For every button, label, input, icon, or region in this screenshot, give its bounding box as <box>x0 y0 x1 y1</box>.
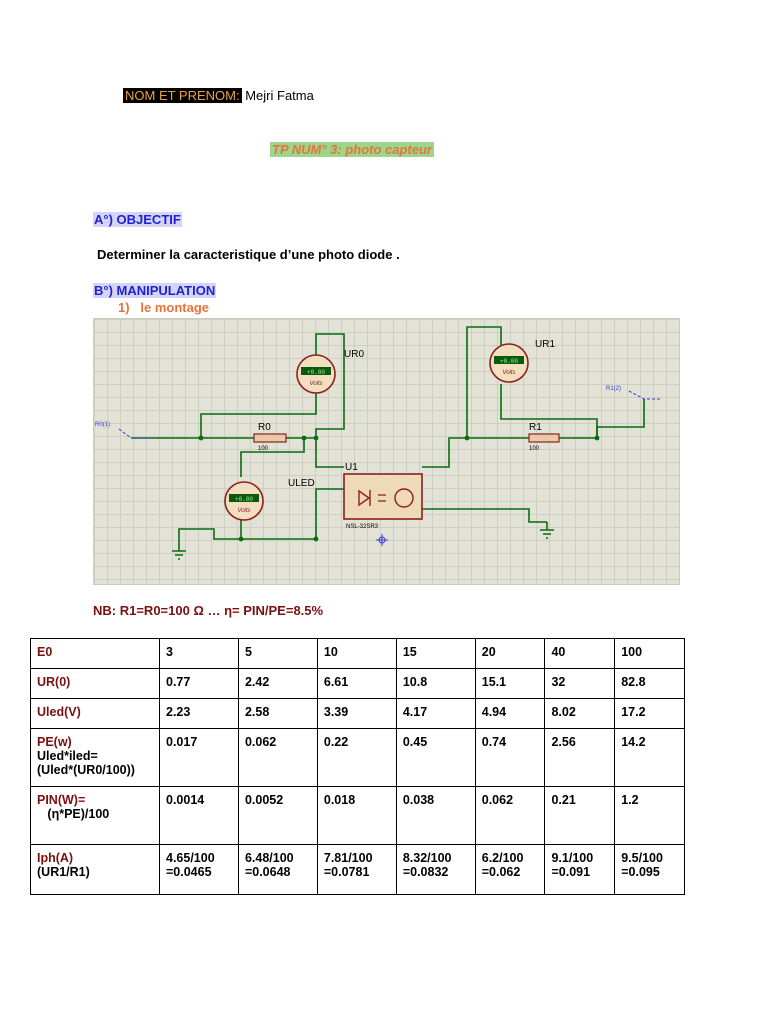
row-header: PIN(W)= <box>37 793 86 807</box>
ur1-meter <box>490 344 528 382</box>
row-header-cell <box>31 729 160 787</box>
label-r0: R0 <box>258 422 271 433</box>
table-cell: 2.56 <box>545 729 615 787</box>
table-cell: 2.58 <box>238 699 317 729</box>
row-header-cell <box>31 699 160 729</box>
row-header-sub: Uled*iled= (Uled*(UR0/100)) <box>37 749 135 777</box>
table-row <box>31 787 685 845</box>
table-cell: 0.062 <box>238 729 317 787</box>
table-row <box>31 699 685 729</box>
table-cell: 6.61 <box>317 669 396 699</box>
table-cell: 0.74 <box>475 729 545 787</box>
table-cell: 40 <box>545 639 615 669</box>
r1-resistor <box>529 434 559 442</box>
name-line <box>123 88 314 103</box>
table-row <box>31 639 685 669</box>
table-row <box>31 729 685 787</box>
table-cell: 5 <box>238 639 317 669</box>
ur0-meter <box>297 355 335 393</box>
uled-volts: Volts <box>237 508 251 514</box>
circuit-svg <box>94 319 679 584</box>
table-cell: 0.062 <box>475 787 545 845</box>
label-ur1: UR1 <box>535 339 556 350</box>
table-cell: 0.0014 <box>160 787 239 845</box>
row-header: Uled(V) <box>37 705 81 719</box>
table-cell: 0.038 <box>396 787 475 845</box>
u1-optocoupler <box>344 474 422 519</box>
table-cell: 10.8 <box>396 669 475 699</box>
tp-title: TP NUM° 3: photo capteur <box>272 142 432 157</box>
objective-text: Determiner la caracteristique d’une photo diode . <box>97 247 400 262</box>
label-r0-value: 100 <box>258 446 269 452</box>
table-cell: 0.0052 <box>238 787 317 845</box>
table-cell: 15.1 <box>475 669 545 699</box>
table-row <box>31 845 685 895</box>
row-header: Iph(A) <box>37 851 74 865</box>
row-header-cell <box>31 669 160 699</box>
row-header: UR(0) <box>37 675 71 689</box>
table-cell: 20 <box>475 639 545 669</box>
table-cell: 4.94 <box>475 699 545 729</box>
table-cell: 2.42 <box>238 669 317 699</box>
label-part: NSL-32SR3 <box>346 524 379 530</box>
label-uled: ULED <box>288 478 315 489</box>
table-cell: 8.32/100 =0.0832 <box>396 845 475 895</box>
table-cell: 9.1/100 =0.091 <box>545 845 615 895</box>
table-cell: 6.48/100 =0.0648 <box>238 845 317 895</box>
table-cell: 8.02 <box>545 699 615 729</box>
table-cell: 9.5/100 =0.095 <box>615 845 685 895</box>
table-cell: 7.81/100 =0.0781 <box>317 845 396 895</box>
table-cell: 3.39 <box>317 699 396 729</box>
table-cell: 82.8 <box>615 669 685 699</box>
section-a-heading <box>93 211 182 229</box>
label-ur0: UR0 <box>344 349 365 360</box>
label-r1-probe: R1(2) <box>606 386 622 392</box>
table-cell: 0.017 <box>160 729 239 787</box>
ur1-volts: Volts <box>502 370 516 376</box>
uled-display: +0.00 <box>234 496 254 503</box>
section-b-title: B°) MANIPULATION <box>94 283 216 298</box>
table-cell: 2.23 <box>160 699 239 729</box>
label-r0-probe: R0(1) <box>95 422 111 428</box>
section-a-title: A°) OBJECTIF <box>94 212 181 227</box>
table-cell: 14.2 <box>615 729 685 787</box>
name-label: NOM ET PRENOM: <box>125 88 240 103</box>
ground-symbols <box>172 530 554 559</box>
label-u1: U1 <box>345 462 358 473</box>
row-header-cell <box>31 787 160 845</box>
table-cell: 0.77 <box>160 669 239 699</box>
label-r1-value: 100 <box>529 446 540 452</box>
table-cell: 3 <box>160 639 239 669</box>
table-cell: 6.2/100 =0.062 <box>475 845 545 895</box>
table-cell: 0.45 <box>396 729 475 787</box>
table-cell: 10 <box>317 639 396 669</box>
table-row <box>31 669 685 699</box>
row-header-sub: (η*PE)/100 <box>37 807 110 821</box>
table-cell: 15 <box>396 639 475 669</box>
name-value: Mejri Fatma <box>241 88 314 103</box>
ur0-display: +0.00 <box>306 369 326 376</box>
table-cell: 4.65/100 =0.0465 <box>160 845 239 895</box>
label-r1: R1 <box>529 422 542 433</box>
note-line: NB: R1=R0=100 Ω … η= PIN/PE=8.5% <box>93 603 324 618</box>
ur0-volts: Volts <box>309 381 323 387</box>
row-header-sub: (UR1/R1) <box>37 865 90 879</box>
table-cell: 100 <box>615 639 685 669</box>
circuit-schematic <box>93 318 680 585</box>
uled-meter <box>225 482 263 520</box>
row-header-cell <box>31 845 160 895</box>
table-cell: 4.17 <box>396 699 475 729</box>
ur1-display: +0.00 <box>499 358 519 365</box>
table-cell: 17.2 <box>615 699 685 729</box>
table-cell: 0.21 <box>545 787 615 845</box>
table-cell: 0.018 <box>317 787 396 845</box>
row-header: PE(w) <box>37 735 72 749</box>
section-b-heading <box>93 282 216 300</box>
table-cell: 32 <box>545 669 615 699</box>
tp-title-line <box>270 141 434 159</box>
section-b-subtitle: 1) le montage <box>118 300 210 315</box>
measurement-table <box>30 638 685 895</box>
origin-marker <box>376 534 388 546</box>
r0-resistor <box>254 434 286 442</box>
table-cell: 0.22 <box>317 729 396 787</box>
table-cell: 1.2 <box>615 787 685 845</box>
row-header-cell <box>31 639 160 669</box>
row-header: E0 <box>37 645 53 659</box>
